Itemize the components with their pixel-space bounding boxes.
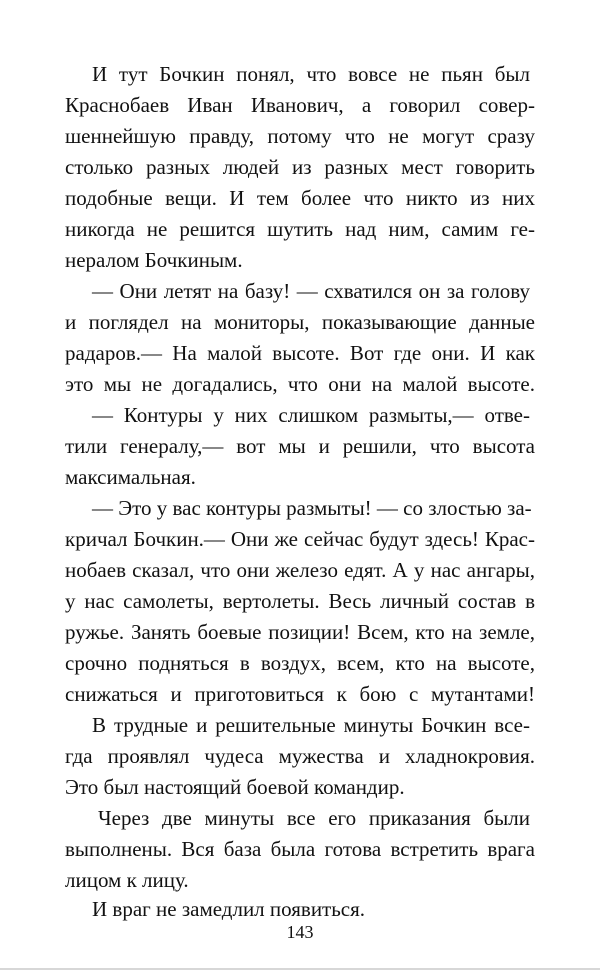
text-line: это мы не догадались, что они на малой высоте.: [65, 372, 535, 396]
text-line: Это был настоящий боевой командир.: [65, 775, 405, 799]
text-line: И враг не замедлил появиться.: [92, 897, 366, 921]
text-line: — Это у вас контуры размыты! — со злостью за-: [92, 496, 532, 520]
text-line: — Контуры у них слишком размыты,— отве-: [92, 403, 530, 427]
text-line: никогда не решится шутить над ним, самим ге-: [65, 217, 535, 241]
text-line: подобные вещи. И тем более что никто из них: [65, 186, 535, 210]
text-line: максимальная.: [65, 465, 196, 489]
text-line: тили генералу,— вот мы и решили, что высота: [65, 434, 535, 458]
text-line: В трудные и решительные минуты Бочкин все-: [92, 713, 530, 737]
bottom-rule: [0, 968, 600, 970]
text-line: гда проявлял чудеса мужества и хладнокровия.: [65, 744, 535, 768]
text-line: нералом Бочкиным.: [65, 248, 243, 272]
text-line: — Они летят на базу! — схватился он за голову: [92, 279, 530, 303]
text-line: ружье. Занять боевые позиции! Всем, кто на земле,: [65, 620, 535, 644]
text-line: у нас самолеты, вертолеты. Весь личный состав в: [65, 589, 535, 613]
text-line: столько разных людей из разных мест говорить: [65, 155, 535, 179]
text-line: снижаться и приготовиться к бою с мутантами!: [65, 682, 535, 706]
text-line: лицом к лицу.: [65, 868, 189, 892]
text-line: выполнены. Вся база была готова встретить врага: [65, 837, 535, 861]
text-line: Краснобаев Иван Иванович, а говорил совер-: [65, 93, 535, 117]
text-line: И тут Бочкин понял, что вовсе не пьян был: [92, 62, 530, 86]
text-line: срочно подняться в воздух, всем, кто на высоте,: [65, 651, 535, 675]
text-line: радаров.— На малой высоте. Вот где они. И как: [65, 341, 535, 365]
text-line: Через две минуты все его приказания были: [98, 806, 530, 830]
text-line: нобаев сказал, что они железо едят. А у нас ангары,: [65, 558, 535, 582]
text-line: шеннейшую правду, потому что не могут сразу: [65, 124, 535, 148]
text-line: кричал Бочкин.— Они же сейчас будут здесь! Крас-: [65, 527, 535, 551]
text-line: и поглядел на мониторы, показывающие данные: [65, 310, 535, 334]
page-number: 143: [286, 922, 314, 942]
